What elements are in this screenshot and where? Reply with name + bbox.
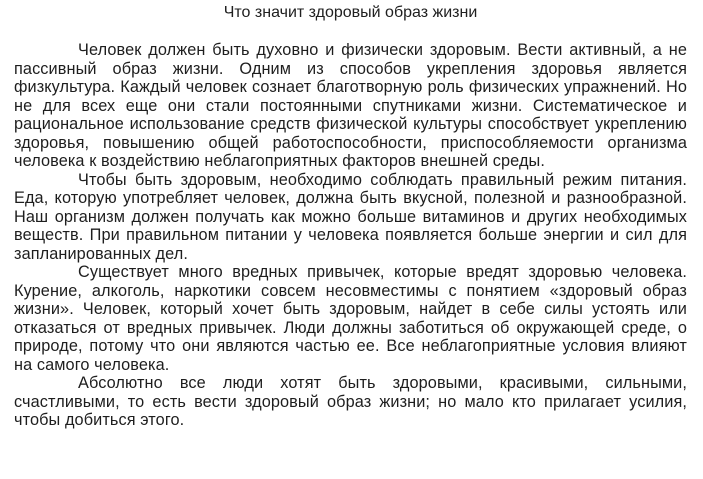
paragraph-physical-health: Человек должен быть духовно и физически здоровым. Вести активный, а не пассивный образ жизни. Одним из способов укрепления здоровья является физкультура. Каждый человек сознает благотворную роль физических упражнений. Но не для всех еще они стали постоянными спутниками жизни. Систематическое и рациональное использование средств физической культуры способствует укреплению здоровья, повышению общей работоспособности, приспособляемости организма человека к воздействию неблагоприятных факторов внешней среды. <box>14 41 687 170</box>
paragraph-conclusion: Абсолютно все люди хотят быть здоровыми, красивыми, сильными, счастливыми, то есть вести здоровый образ жизни; но мало кто прилагает усилия, чтобы добиться этого. <box>14 374 687 429</box>
paragraph-bad-habits: Существует много вредных привычек, которые вредят здоровью человека. Курение, алкоголь, наркотики совсем несовместимы с понятием «здоровый образ жизни». Человек, который хочет быть здоровым, найдет в себе силы устоять или отказаться от вредных привычек. Люди должны заботиться об окружающей среде, о природе, потому что они являются частью ее. Все неблагоприятные условия влияют на самого человека. <box>14 263 687 374</box>
document <box>14 0 687 430</box>
document-title: Что значит здоровый образ жизни <box>223 4 478 21</box>
paragraph-nutrition: Чтобы быть здоровым, необходимо соблюдать правильный режим питания. Еда, которую употребляет человек, должна быть вкусной, полезной и разнообразной. Наш организм должен получать как можно больше витаминов и других необходимых веществ. При правильном питании у человека появляется больше энергии и сил для запланированных дел. <box>14 170 687 263</box>
